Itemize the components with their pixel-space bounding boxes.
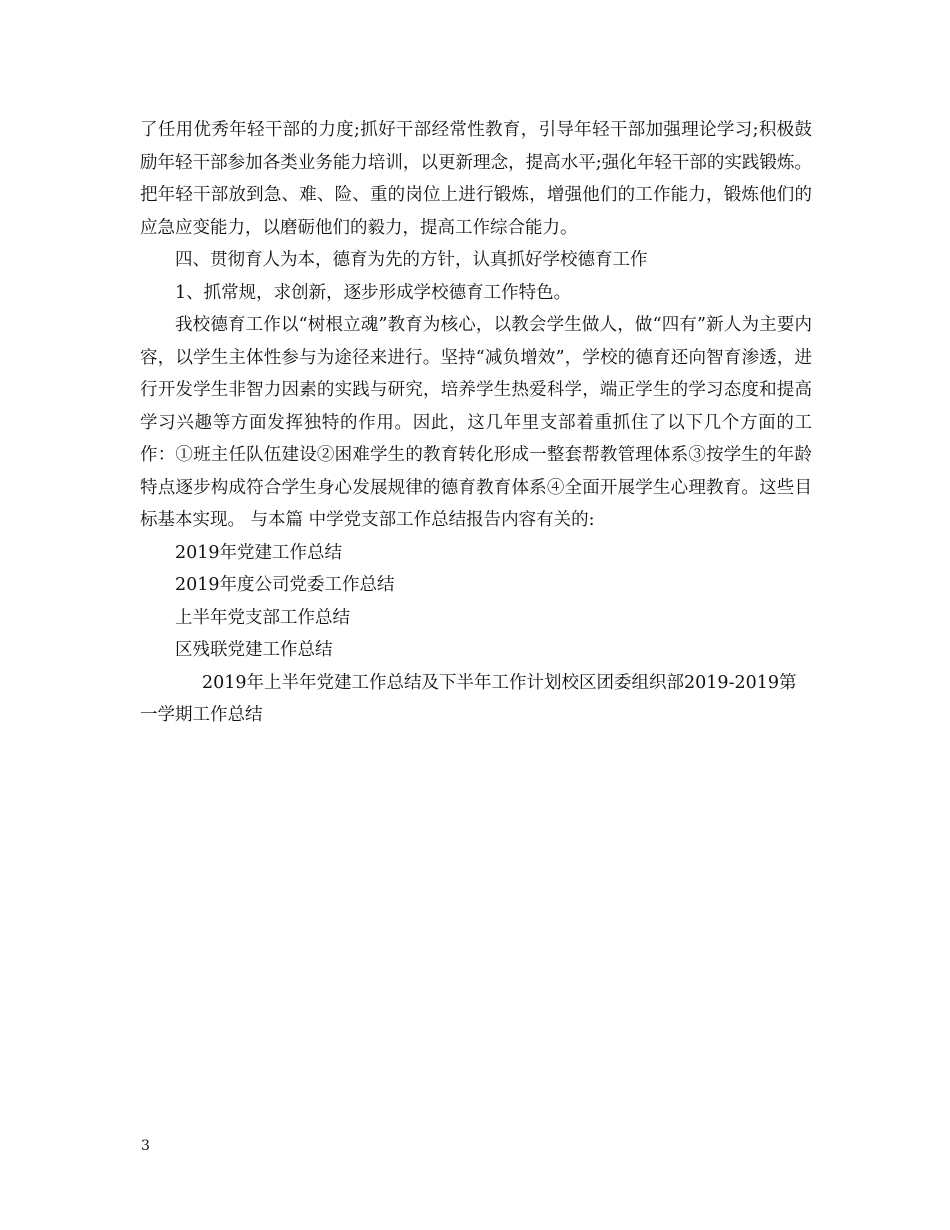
related-article-link[interactable]: 2019年度公司党委工作总结 <box>175 575 395 595</box>
paragraph-moral-education-work: 我校德育工作以“树根立魂”教育为核心，以教会学生做人，做“四有”新人为主要内容，以学生主体性参与为途径来进行。坚持“减负增效”，学校的德育还向智育渗透，进行开发学生非智力因素的实践与研究，培养学生热爱科学，端正学生的学习态度和提高学习兴趣等方面发挥独特的作用。因此，这几年里支部着重抓住了以下几个方面的工作：①班主任队伍建设②困难学生的教育转化形成一整套帮教管理体系③按学生的年龄特点逐步构成符合学生身心发展规律的德育教育体系④全面开展学生心理教育。这些目标基本实现。 与本篇 中学党支部工作总结报告内容有关的: <box>140 315 812 530</box>
page-number: 3 <box>141 1138 150 1154</box>
related-article-link-long[interactable]: 2019年上半年党建工作总结及下半年工作计划校区团委组织部2019-2019第一学期工作总结 <box>140 672 797 725</box>
document-body <box>140 114 812 732</box>
section-heading-moral-education: 四、贯彻育人为本，德育为先的方针，认真抓好学校德育工作 <box>175 250 648 270</box>
subsection-heading-routine-innovation: 1、抓常规，求创新，逐步形成学校德育工作特色。 <box>175 282 572 303</box>
related-article-link[interactable]: 区残联党建工作总结 <box>175 640 333 660</box>
related-article-link[interactable]: 上半年党支部工作总结 <box>175 607 350 628</box>
related-articles-list <box>140 537 812 732</box>
paragraph-cadre-training: 了任用优秀年轻干部的力度;抓好干部经常性教育，引导年轻干部加强理论学习;积极鼓励年轻干部参加各类业务能力培训，以更新理念，提高水平;强化年轻干部的实践锻炼。把年轻干部放到急、难、险、重的岗位上进行锻炼，增强他们的工作能力，锻炼他们的应急应变能力，以磨砺他们的毅力，提高工作综合能力。 <box>140 120 812 238</box>
related-article-link[interactable]: 2019年党建工作总结 <box>175 542 343 563</box>
